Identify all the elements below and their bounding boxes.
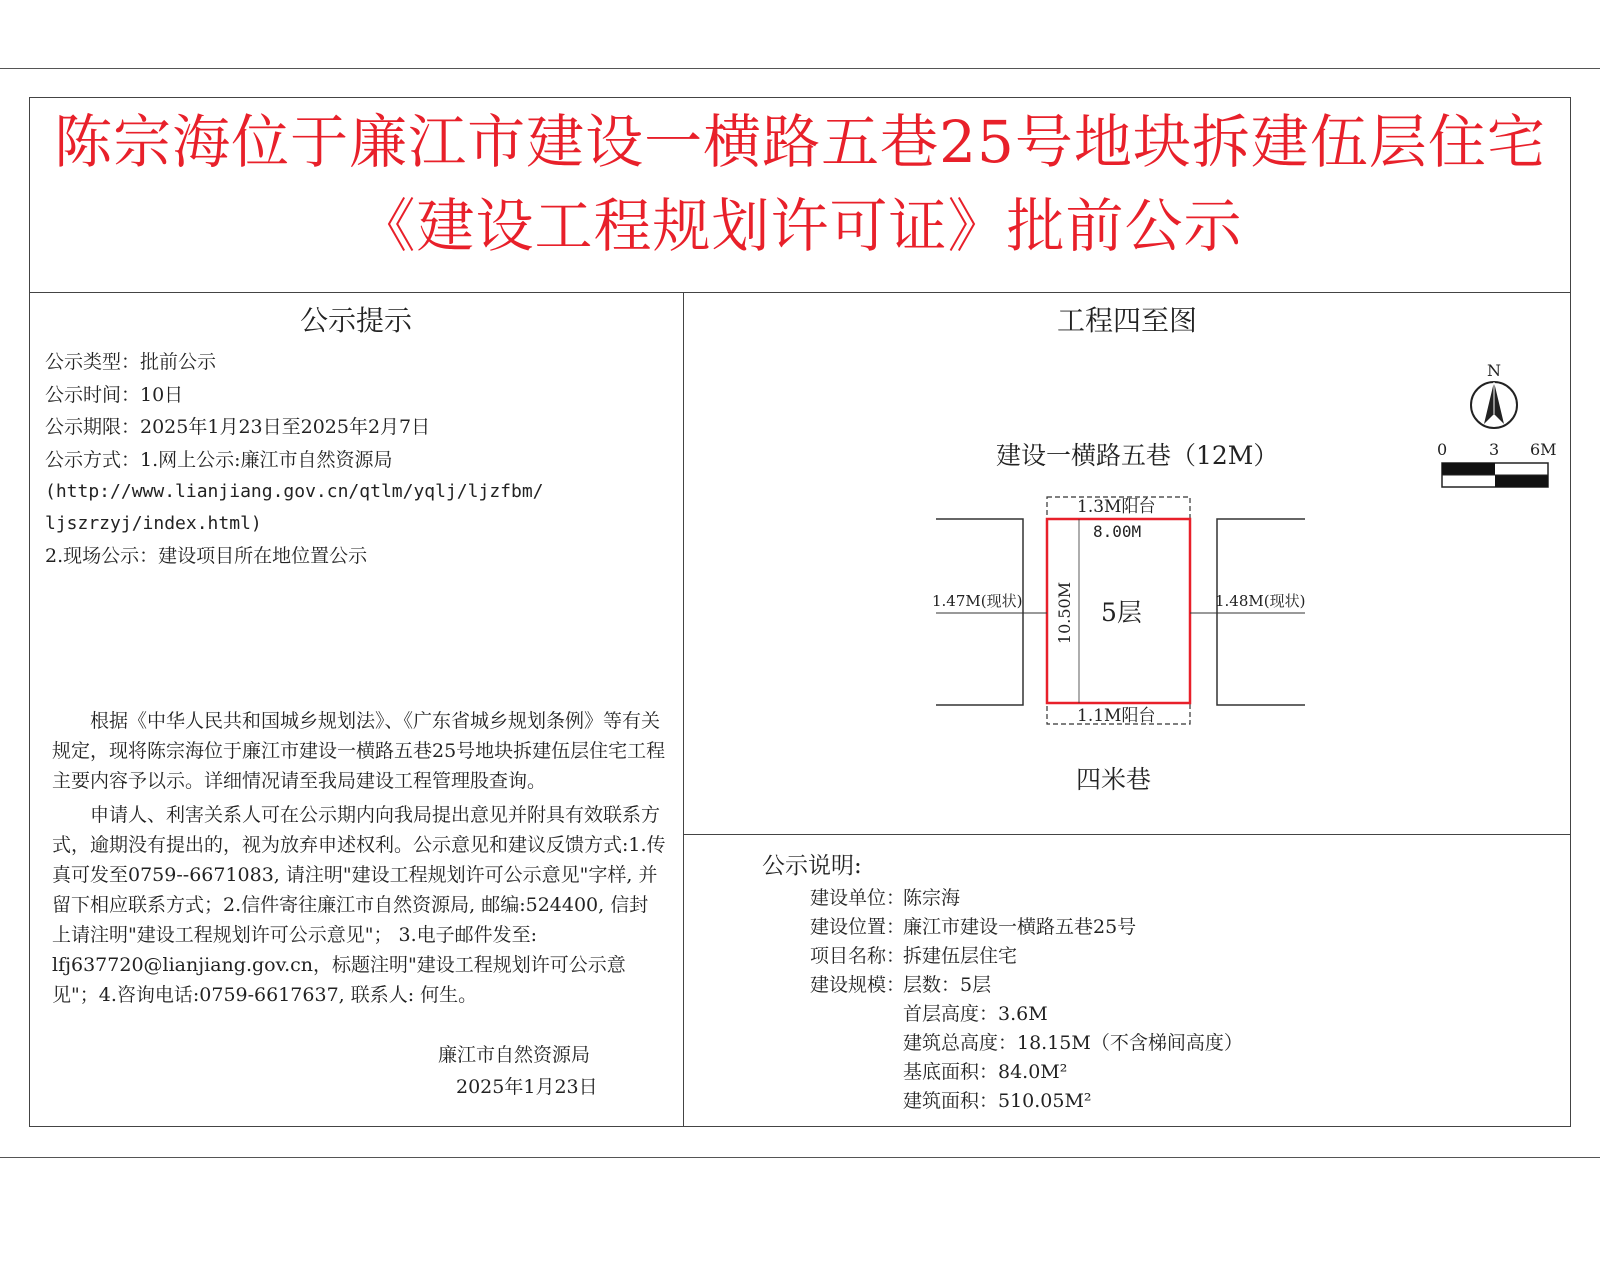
site-plan xyxy=(683,340,1571,834)
neighbor-building-right xyxy=(1217,519,1305,705)
unit-label: 建设单位： xyxy=(810,887,906,909)
right-gap-label: 1.48M(现状) xyxy=(1215,592,1306,610)
notice-onsite: 2.现场公示：建设项目所在地位置公示 xyxy=(45,545,368,567)
road-south-label: 四米巷 xyxy=(1076,765,1152,794)
notice-heading: 公示提示 xyxy=(299,304,412,337)
north-label: N xyxy=(1487,361,1501,380)
left-gap-label: 1.47M(现状) xyxy=(932,592,1023,610)
project-label: 项目名称： xyxy=(810,945,906,967)
scale-label-0: 0 xyxy=(1437,440,1448,459)
notice-paragraph-1: 根据《中华人民共和国城乡规划法》、《广东省城乡规划条例》等有关规定，现将陈宗海位于廉江市建设一横路五巷25号地块拆建伍层住宅工程主要内容予以示。详细情况请至我局建设工程管理股查询。 xyxy=(52,710,666,792)
notice-method: 公示方式：1.网上公示:廉江市自然资源局 xyxy=(45,449,393,471)
scale-label: 建设规模： xyxy=(810,974,906,996)
floors-value: 层数：5层 xyxy=(903,974,992,996)
notice-url-line1[interactable]: (http://www.lianjiang.gov.cn/qtlm/yqlj/ljzfbm/ xyxy=(45,481,544,502)
map-divider xyxy=(683,834,1571,835)
building-area-value: 建筑面积：510.05M² xyxy=(903,1090,1092,1112)
notice-paragraph-2: 申请人、利害关系人可在公示期内向我局提出意见并附具有效联系方式，逾期没有提出的，视为放弃申述权利。公示意见和建议反馈方式:1.传真可发至0759--6671083, 请注明"建设工程规划许可公示意见"字样, 并留下相应联系方式；2.信件寄往廉江市自然资源局, 邮编:524400, 信封上请注明"建设工程规划许可公示意见"； 3.电子邮件发至: lfj637720@lianjiang.gov.cn，标题注明"建设工程规划许可公示意见"；4.咨询电话:0759-6617637, 联系人: 何生。 xyxy=(52,804,666,1006)
notice-type: 公示类型：批前公示 xyxy=(45,351,217,373)
location-label: 建设位置： xyxy=(810,916,906,938)
signature-date: 2025年1月23日 xyxy=(456,1076,598,1098)
floors-label: 5层 xyxy=(1101,598,1142,627)
page-title-line1: 陈宗海位于廉江市建设一横路五巷25号地块拆建伍层住宅 xyxy=(54,108,1546,176)
notice-period: 公示期限：2025年1月23日至2025年2月7日 xyxy=(45,416,431,438)
first-height-value: 首层高度：3.6M xyxy=(903,1003,1048,1025)
notice-time: 公示时间：10日 xyxy=(45,384,184,406)
road-north-label: 建设一横路五巷（12M） xyxy=(996,441,1279,470)
signature-org: 廉江市自然资源局 xyxy=(438,1044,591,1066)
total-height-value: 建筑总高度：18.15M（不含梯间高度） xyxy=(903,1032,1243,1054)
description-heading: 公示说明: xyxy=(762,853,862,879)
scale-bar-icon xyxy=(1442,463,1548,487)
project-value: 拆建伍层住宅 xyxy=(903,945,1018,967)
building-depth-label: 10.50M xyxy=(1055,581,1075,645)
scale-label-6: 6M xyxy=(1530,440,1557,459)
title-divider xyxy=(29,292,1571,293)
map-heading: 工程四至图 xyxy=(1056,304,1197,337)
notice-url-line2[interactable]: ljszrzyj/index.html) xyxy=(45,513,262,534)
base-area-value: 基底面积：84.0M² xyxy=(903,1061,1068,1083)
scale-label-3: 3 xyxy=(1489,440,1500,459)
location-value: 廉江市建设一横路五巷25号 xyxy=(903,916,1137,938)
balcony-north-label: 1.3M阳台 xyxy=(1077,497,1156,517)
building-width-label: 8.00M xyxy=(1093,522,1142,541)
neighbor-building-left xyxy=(936,519,1023,705)
balcony-south-label: 1.1M阳台 xyxy=(1077,706,1156,726)
unit-value: 陈宗海 xyxy=(903,887,961,909)
page-title-line2: 《建设工程规划许可证》批前公示 xyxy=(357,192,1243,260)
north-arrow-icon xyxy=(1471,382,1517,428)
